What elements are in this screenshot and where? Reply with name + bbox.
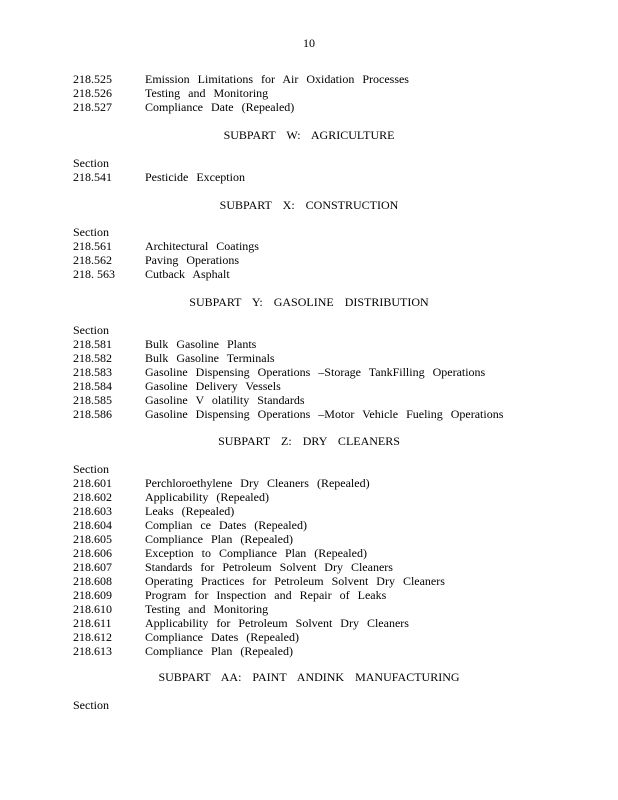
list-item <box>73 504 593 518</box>
section-title: Gasoline Dispensing Operations –Motor Vehicle Fueling Operations <box>145 407 504 421</box>
section-title: Standards for Petroleum Solvent Dry Cleaners <box>145 560 393 574</box>
section-number: 218.604 <box>73 518 112 532</box>
section-number: 218.607 <box>73 560 112 574</box>
list-item <box>73 644 593 658</box>
list-item <box>73 616 593 630</box>
section-label: Section <box>73 323 109 337</box>
section-number: 218.610 <box>73 602 112 616</box>
section-number: 218.608 <box>73 574 112 588</box>
list-item <box>73 72 593 86</box>
section-number: 218.586 <box>73 407 112 421</box>
section-number: 218.613 <box>73 644 112 658</box>
section-number: 218.601 <box>73 476 112 490</box>
page-number: 10 <box>303 36 315 50</box>
section-title: Compliance Dates (Repealed) <box>145 630 299 644</box>
list-item <box>73 170 593 184</box>
subpart-z-heading: SUBPART Z: DRY CLEANERS <box>218 434 400 448</box>
section-title: Perchloroethylene Dry Cleaners (Repealed) <box>145 476 370 490</box>
section-title: Paving Operations <box>145 253 239 267</box>
section-title: Applicability (Repealed) <box>145 490 269 504</box>
list-item <box>73 337 593 351</box>
list-item <box>73 490 593 504</box>
section-title: Architectural Coatings <box>145 239 259 253</box>
list-item <box>73 602 593 616</box>
list-item <box>73 351 593 365</box>
subpart-x-heading: SUBPART X: CONSTRUCTION <box>219 198 399 212</box>
list-item <box>73 365 593 379</box>
list-item <box>73 393 593 407</box>
list-item <box>73 379 593 393</box>
section-title: Gasoline Dispensing Operations –Storage TankFilling Operations <box>145 365 486 379</box>
section-title: Pesticide Exception <box>145 170 245 184</box>
section-title: Emission Limitations for Air Oxidation Processes <box>145 72 409 86</box>
section-number: 218.583 <box>73 365 112 379</box>
section-title: Compliance Plan (Repealed) <box>145 644 293 658</box>
section-title: Leaks (Repealed) <box>145 504 235 518</box>
list-item <box>73 560 593 574</box>
section-title: Gasoline V olatility Standards <box>145 393 305 407</box>
section-label: Section <box>73 225 109 239</box>
section-number: 218.603 <box>73 504 112 518</box>
section-number: 218.584 <box>73 379 112 393</box>
list-item <box>73 239 593 253</box>
list-item <box>73 546 593 560</box>
section-title: Compliance Plan (Repealed) <box>145 532 293 546</box>
section-title: Exception to Compliance Plan (Repealed) <box>145 546 367 560</box>
list-item <box>73 253 593 267</box>
section-number: 218.582 <box>73 351 112 365</box>
list-item <box>73 407 593 421</box>
subpart-x-list <box>73 225 593 281</box>
section-number: 218.602 <box>73 490 112 504</box>
section-number: 218.527 <box>73 100 112 114</box>
section-number: 218.585 <box>73 393 112 407</box>
subpart-w-list <box>73 156 593 184</box>
section-number: 218.541 <box>73 170 112 184</box>
section-label: Section <box>73 698 109 712</box>
list-item <box>73 574 593 588</box>
section-number: 218.561 <box>73 239 112 253</box>
section-number: 218.581 <box>73 337 112 351</box>
section-title: Applicability for Petroleum Solvent Dry Cleaners <box>145 616 409 630</box>
subpart-y-list <box>73 323 593 421</box>
subpart-aa-list <box>73 698 593 712</box>
section-title: Operating Practices for Petroleum Solvent Dry Cleaners <box>145 574 445 588</box>
section-number: 218. 563 <box>73 267 115 281</box>
list-item <box>73 630 593 644</box>
section-number: 218.562 <box>73 253 112 267</box>
section-title: Testing and Monitoring <box>145 86 269 100</box>
section-title: Compliance Date (Repealed) <box>145 100 295 114</box>
section-number: 218.605 <box>73 532 112 546</box>
section-title: Gasoline Delivery Vessels <box>145 379 281 393</box>
section-title: Cutback Asphalt <box>145 267 230 281</box>
list-item <box>73 532 593 546</box>
subpart-aa-heading: SUBPART AA: PAINT ANDINK MANUFACTURING <box>158 670 460 684</box>
section-label: Section <box>73 462 109 476</box>
list-item <box>73 86 593 100</box>
section-number: 218.609 <box>73 588 112 602</box>
section-label: Section <box>73 156 109 170</box>
list-item <box>73 476 593 490</box>
list-item <box>73 518 593 532</box>
section-number: 218.526 <box>73 86 112 100</box>
section-title: Program for Inspection and Repair of Leaks <box>145 588 387 602</box>
list-item <box>73 267 593 281</box>
section-title: Bulk Gasoline Terminals <box>145 351 275 365</box>
section-number: 218.525 <box>73 72 112 86</box>
subpart-y-heading: SUBPART Y: GASOLINE DISTRIBUTION <box>189 295 429 309</box>
section-number: 218.606 <box>73 546 112 560</box>
top-section-list <box>73 72 593 114</box>
section-title: Bulk Gasoline Plants <box>145 337 257 351</box>
subpart-w-heading: SUBPART W: AGRICULTURE <box>223 128 395 142</box>
section-number: 218.612 <box>73 630 112 644</box>
section-number: 218.611 <box>73 616 112 630</box>
section-title: Testing and Monitoring <box>145 602 269 616</box>
list-item <box>73 588 593 602</box>
list-item <box>73 100 593 114</box>
subpart-z-list <box>73 462 593 658</box>
section-title: Complian ce Dates (Repealed) <box>145 518 307 532</box>
